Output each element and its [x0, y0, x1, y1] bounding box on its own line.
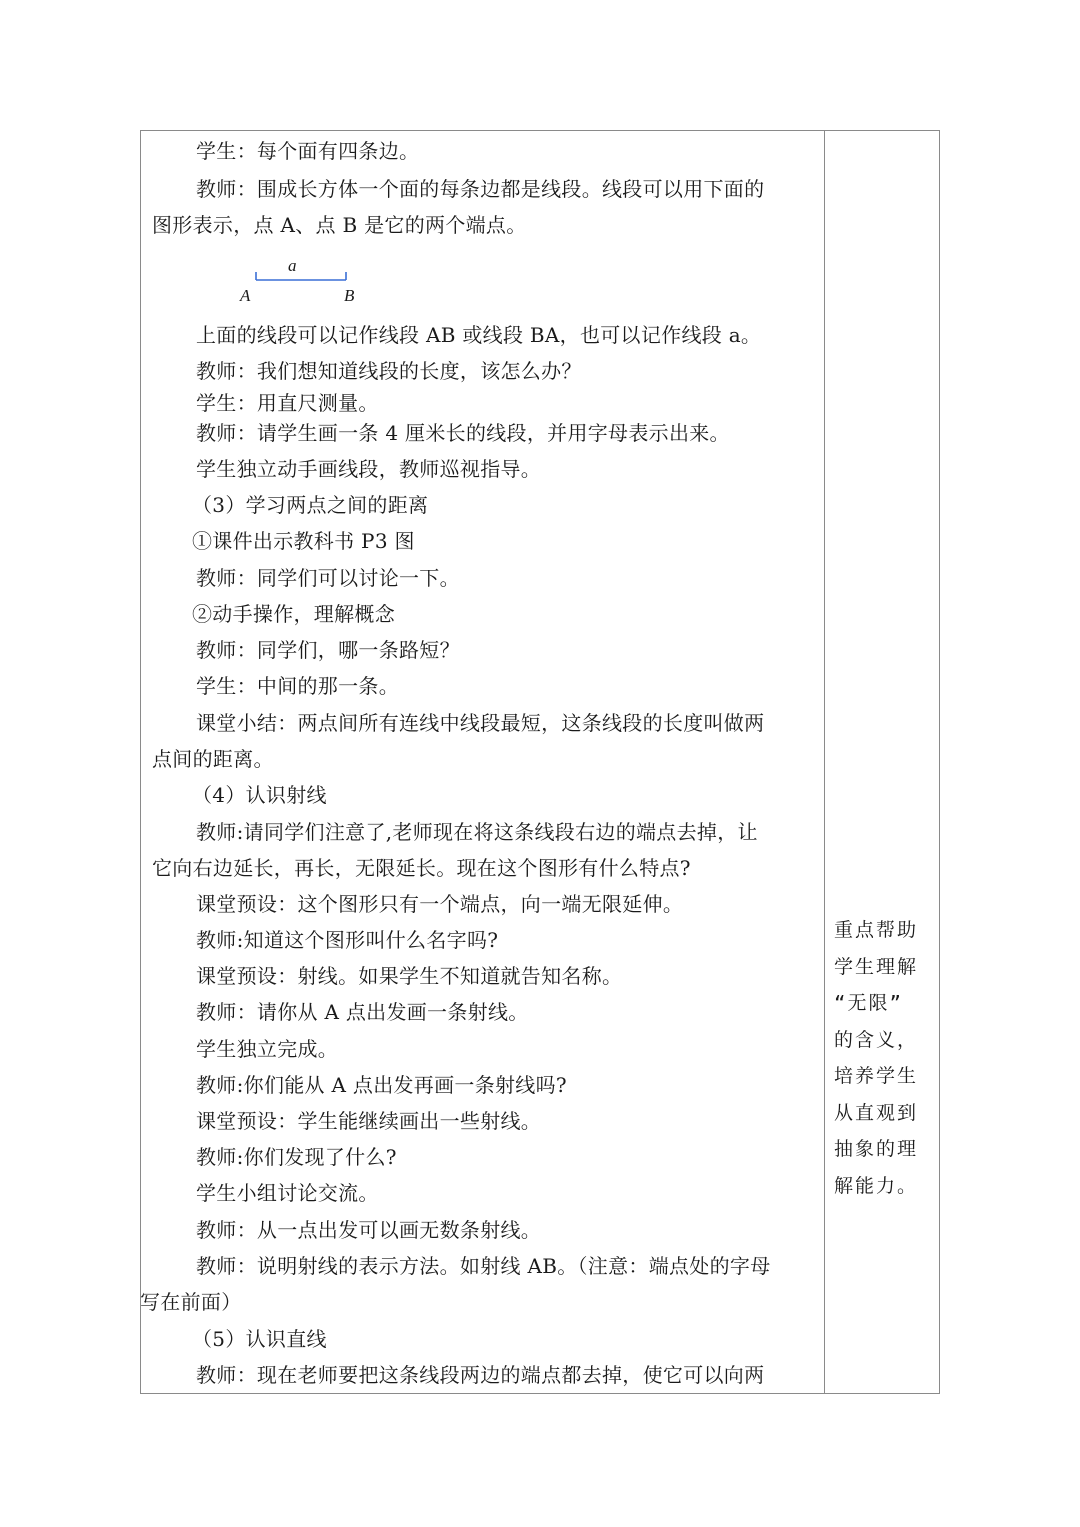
text-line: 学生：用直尺测量。: [196, 391, 379, 415]
side-note-line: 从直观到: [834, 1101, 919, 1124]
text-line: 教师：说明射线的表示方法。如射线 AB。（注意：端点处的字母: [196, 1254, 771, 1278]
line-segment-figure: [236, 256, 366, 310]
side-note-line: “无限”: [834, 992, 903, 1014]
text-line: ②动手操作，理解概念: [192, 602, 395, 626]
text-line: 教师:知道这个图形叫什么名字吗?: [196, 928, 499, 952]
section-heading: （5）认识直线: [192, 1327, 327, 1351]
text-line: 课堂小结：两点间所有连线中线段最短，这条线段的长度叫做两: [196, 711, 765, 735]
side-note-line: 抽象的理: [834, 1138, 919, 1160]
text-line: 图形表示，点 A、点 B 是它的两个端点。: [152, 213, 527, 237]
text-line: 学生：每个面有四条边。: [196, 139, 420, 163]
text-line: 教师:请同学们注意了,老师现在将这条线段右边的端点去掉，让: [196, 820, 758, 844]
side-note-line: 的含义，: [834, 1028, 919, 1051]
text-line: ①课件出示教科书 P3 图: [192, 529, 415, 553]
text-line: 学生独立完成。: [196, 1037, 339, 1061]
text-line: 它向右边延长，再长，无限延长。现在这个图形有什么特点?: [152, 856, 691, 880]
text-line: 点间的距离。: [152, 747, 274, 771]
text-line: 教师：围成长方体一个面的每条边都是线段。线段可以用下面的: [196, 177, 765, 201]
text-line: 教师：现在老师要把这条线段两边的端点都去掉，使它可以向两: [196, 1363, 765, 1387]
text-line: 学生：中间的那一条。: [196, 674, 399, 698]
section-heading: （3）学习两点之间的距离: [192, 493, 429, 517]
text-line: 教师:你们发现了什么?: [196, 1145, 397, 1169]
text-line: 课堂预设：这个图形只有一个端点，向一端无限延伸。: [196, 892, 684, 916]
side-note-line: 学生理解: [834, 955, 919, 978]
text-line: 课堂预设：学生能继续画出一些射线。: [196, 1109, 542, 1133]
text-line: 教师：请你从 A 点出发画一条射线。: [196, 1000, 529, 1024]
text-line: 教师：从一点出发可以画无数条射线。: [196, 1218, 542, 1242]
text-line: 上面的线段可以记作线段 AB 或线段 BA，也可以记作线段 a。: [196, 323, 762, 347]
text-line: 写在前面）: [140, 1290, 242, 1314]
text-line: 学生独立动手画线段，教师巡视指导。: [196, 457, 542, 481]
endpoint-label-b: B: [344, 286, 355, 305]
segment-label-a: a: [288, 256, 297, 275]
text-line: 教师：我们想知道线段的长度，该怎么办？: [196, 359, 582, 383]
text-line: 教师:你们能从 A 点出发再画一条射线吗?: [196, 1073, 567, 1097]
endpoint-label-a: A: [240, 286, 251, 305]
side-note-line: 重点帮助: [834, 919, 919, 941]
side-note: [834, 912, 934, 1204]
text-line: 教师：同学们可以讨论一下。: [196, 566, 460, 590]
text-line: 教师：请学生画一条 4 厘米长的线段，并用字母表示出来。: [196, 421, 730, 445]
text-line: 课堂预设：射线。如果学生不知道就告知名称。: [196, 964, 623, 988]
text-line: 学生小组讨论交流。: [196, 1181, 379, 1205]
text-line: 教师：同学们，哪一条路短？: [196, 638, 460, 662]
side-note-line: 解能力。: [834, 1174, 919, 1197]
section-heading: （4）认识射线: [192, 783, 327, 807]
side-note-line: 培养学生: [834, 1065, 919, 1087]
